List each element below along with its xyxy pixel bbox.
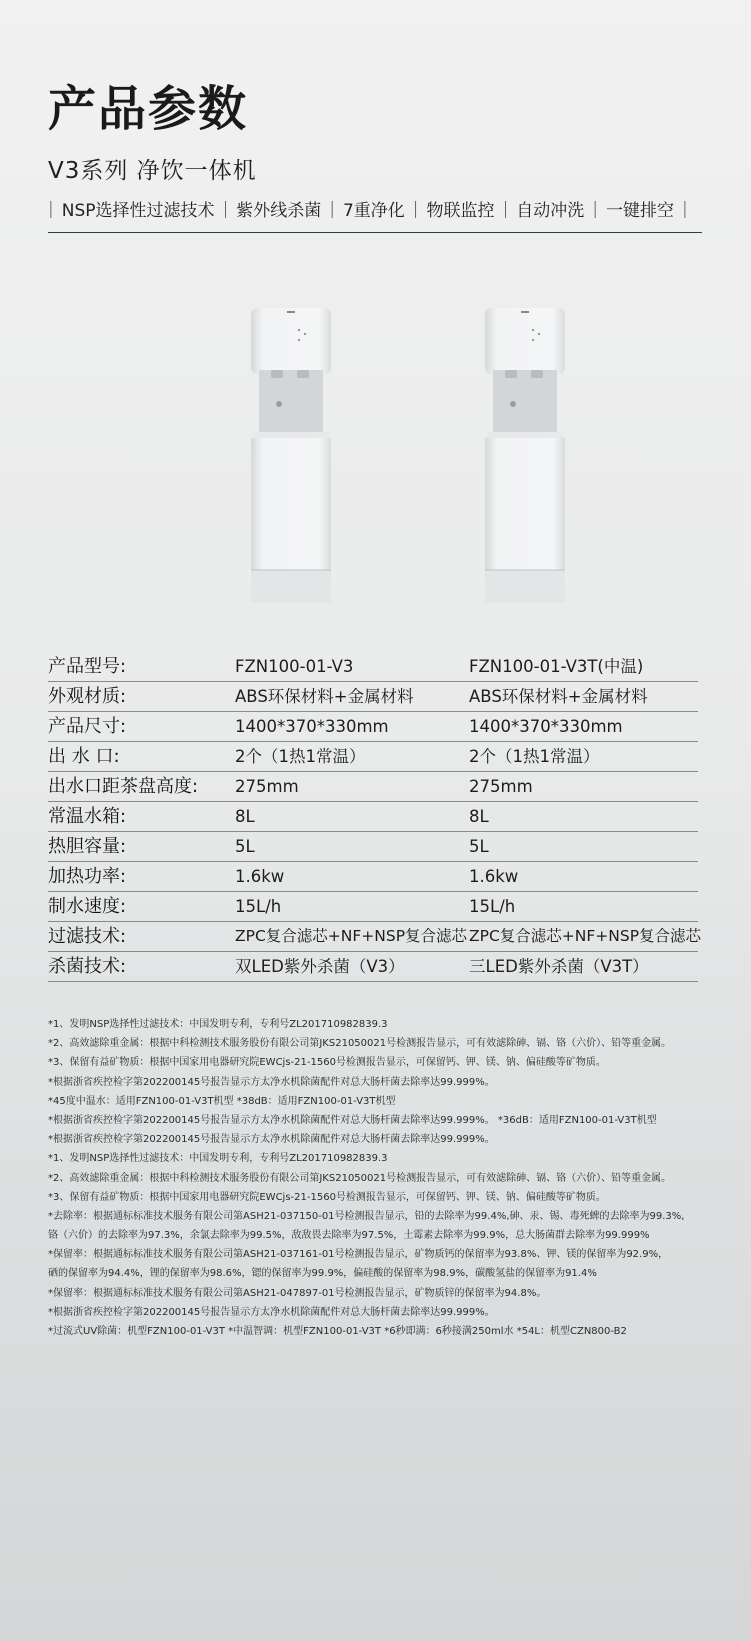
feature-item: 自动冲洗: [516, 201, 585, 221]
footnote: *1、发明NSP选择性过滤技术：中国发明专利，专利号ZL201710982839.3: [48, 1019, 388, 1030]
spec-value-v3: 8L: [235, 807, 255, 826]
divider: |: [502, 198, 509, 219]
table-row: [48, 772, 698, 802]
spec-value-v3t: 1400*370*330mm: [469, 717, 623, 736]
table-row: [48, 862, 698, 892]
product-image-v3t: [483, 308, 567, 604]
spec-value-v3t: 8L: [469, 807, 489, 826]
table-row: [48, 952, 698, 982]
spec-label: 出 水 口:: [48, 746, 120, 767]
spec-value-v3: 1400*370*330mm: [235, 717, 389, 736]
table-row: [48, 652, 698, 682]
footnote: *根据浙省疾控检字第202200145号报告显示方太净水机除菌配件对总大肠杆菌去除率达99.999%。: [48, 1076, 495, 1088]
footnote: *2、高效滤除重金属：根据中科检测技术服务股份有限公司第JKS21050021号检测报告显示，可有效滤除砷、镉、铬（六价）、铅等重金属。: [48, 1038, 672, 1050]
footnote: 铬（六价）的去除率为97.3%，余氯去除率为99.5%，敌敌畏去除率为97.5%，土霉素去除率为99.9%，总大肠菌群去除率为99.999%: [48, 1230, 650, 1242]
divider: |: [48, 198, 54, 219]
footnote: *去除率：根据通标标准技术服务有限公司第ASH21-037150-01号检测报告显示，铅的去除率为99.4%,砷、汞、锡、毒死蜱的去除率为99.3%,: [48, 1210, 685, 1222]
spec-value-v3: 2个（1热1常温）: [235, 747, 366, 766]
divider: |: [682, 198, 688, 219]
footnote: *3、保留有益矿物质：根据中国家用电器研究院EWCjs-21-1560号检测报告显示，可保留钙、钾、镁、钠、偏硅酸等矿物质。: [48, 1191, 606, 1203]
feature-item: 7重净化: [342, 201, 405, 221]
footnote: *根据浙省疾控检字第202200145号报告显示方太净水机除菌配件对总大肠杆菌去除率达99.999%。: [48, 1134, 495, 1146]
spec-label: 产品尺寸:: [48, 716, 127, 737]
spec-value-v3t: 15L/h: [469, 897, 516, 916]
divider: |: [412, 198, 419, 219]
spec-value-v3: 15L/h: [235, 897, 282, 916]
feature-list: [48, 196, 702, 221]
series-subtitle: V3系列 净饮一体机: [48, 158, 257, 184]
spec-label: 常温水箱:: [48, 806, 127, 827]
header-rule: [48, 232, 702, 233]
footnote: *3、保留有益矿物质：根据中国家用电器研究院EWCjs-21-1560号检测报告显示，可保留钙、钾、镁、钠、偏硅酸等矿物质。: [48, 1057, 606, 1069]
feature-item: 紫外线杀菌: [236, 201, 322, 221]
table-row: [48, 802, 698, 832]
footnote: *过流式UV除菌：机型FZN100-01-V3T *中温智调：机型FZN100-01-V3T *6秒即满：6秒接满250ml水 *54L：机型CZN800-B2: [48, 1326, 627, 1337]
spec-value-v3t: 5L: [469, 837, 489, 856]
spec-value-v3t: 275mm: [469, 777, 533, 796]
footnote: *保留率：根据通标标准技术服务有限公司第ASH21-037161-01号检测报告显示，矿物质钙的保留率为93.8%、钾、镁的保留率为92.9%，: [48, 1249, 669, 1261]
spec-value-v3: 1.6kw: [235, 867, 285, 886]
spec-value-v3t: ABS环保材料+金属材料: [469, 687, 648, 706]
spec-value-v3t: 2个（1热1常温）: [469, 747, 600, 766]
spec-value-v3: ABS环保材料+金属材料: [235, 687, 414, 706]
feature-item: 一键排空: [606, 201, 674, 221]
spec-value-v3t: 1.6kw: [469, 867, 519, 886]
product-image-v3: [249, 308, 333, 604]
footnote: *保留率：根据通标标准技术服务有限公司第ASH21-047897-01号检测报告显示，矿物质锌的保留率为94.8%。: [48, 1287, 547, 1299]
spec-value-v3: 275mm: [235, 777, 299, 796]
spec-label: 出水口距茶盘高度:: [48, 776, 199, 797]
spec-label: 杀菌技术:: [48, 956, 127, 977]
spec-value-v3: 双LED紫外杀菌（V3）: [235, 957, 405, 976]
divider: |: [592, 198, 598, 219]
table-row: [48, 832, 698, 862]
spec-value-v3t: 三LED紫外杀菌（V3T）: [469, 957, 649, 976]
spec-label: 热胆容量:: [48, 836, 127, 857]
table-row: [48, 682, 698, 712]
spec-label: 制水速度:: [48, 896, 127, 917]
footnote: *根据浙省疾控检字第202200145号报告显示方太净水机除菌配件对总大肠杆菌去除率达99.999%。 *36dB：适用FZN100-01-V3T机型: [48, 1114, 657, 1126]
spec-table: [48, 652, 702, 982]
feature-item: 物联监控: [426, 201, 495, 221]
divider: |: [329, 198, 335, 219]
spec-value-v3: ZPC复合滤芯+NF+NSP复合滤芯: [235, 927, 468, 945]
spec-label: 过滤技术:: [48, 926, 127, 947]
spec-value-v3t: ZPC复合滤芯+NF+NSP复合滤芯: [469, 927, 702, 945]
table-row: [48, 922, 702, 952]
footnote: *1、发明NSP选择性过滤技术：中国发明专利，专利号ZL201710982839.3: [48, 1153, 388, 1165]
footnote: 硒的保留率为94.4%，锂的保留率为98.6%，锶的保留率为99.9%，偏硅酸的保留率为98.9%，碳酸氢盐的保留率为91.4%: [48, 1268, 597, 1280]
spec-value-v3: 5L: [235, 837, 255, 856]
divider: |: [222, 198, 229, 219]
spec-label: 产品型号:: [48, 656, 127, 677]
feature-item: NSP选择性过滤技术: [61, 201, 215, 221]
table-row: [48, 712, 698, 742]
spec-label: 加热功率:: [48, 866, 127, 887]
spec-value-v3: FZN100-01-V3: [235, 657, 354, 676]
spec-label: 外观材质:: [48, 686, 127, 707]
footnotes: [48, 1015, 708, 1341]
footnote: *2、高效滤除重金属：根据中科检测技术服务股份有限公司第JKS21050021号检测报告显示，可有效滤除砷、镉、铬（六价）、铅等重金属。: [48, 1172, 672, 1184]
table-row: [48, 892, 698, 922]
footnote: *45度中温水：适用FZN100-01-V3T机型 *38dB：适用FZN100-01-V3T机型: [48, 1095, 396, 1107]
page-title: 产品参数: [48, 81, 249, 137]
footnote: *根据浙省疾控检字第202200145号报告显示方太净水机除菌配件对总大肠杆菌去除率达99.999%。: [48, 1306, 495, 1318]
spec-value-v3t: FZN100-01-V3T(中温): [469, 657, 644, 676]
table-row: [48, 742, 698, 772]
